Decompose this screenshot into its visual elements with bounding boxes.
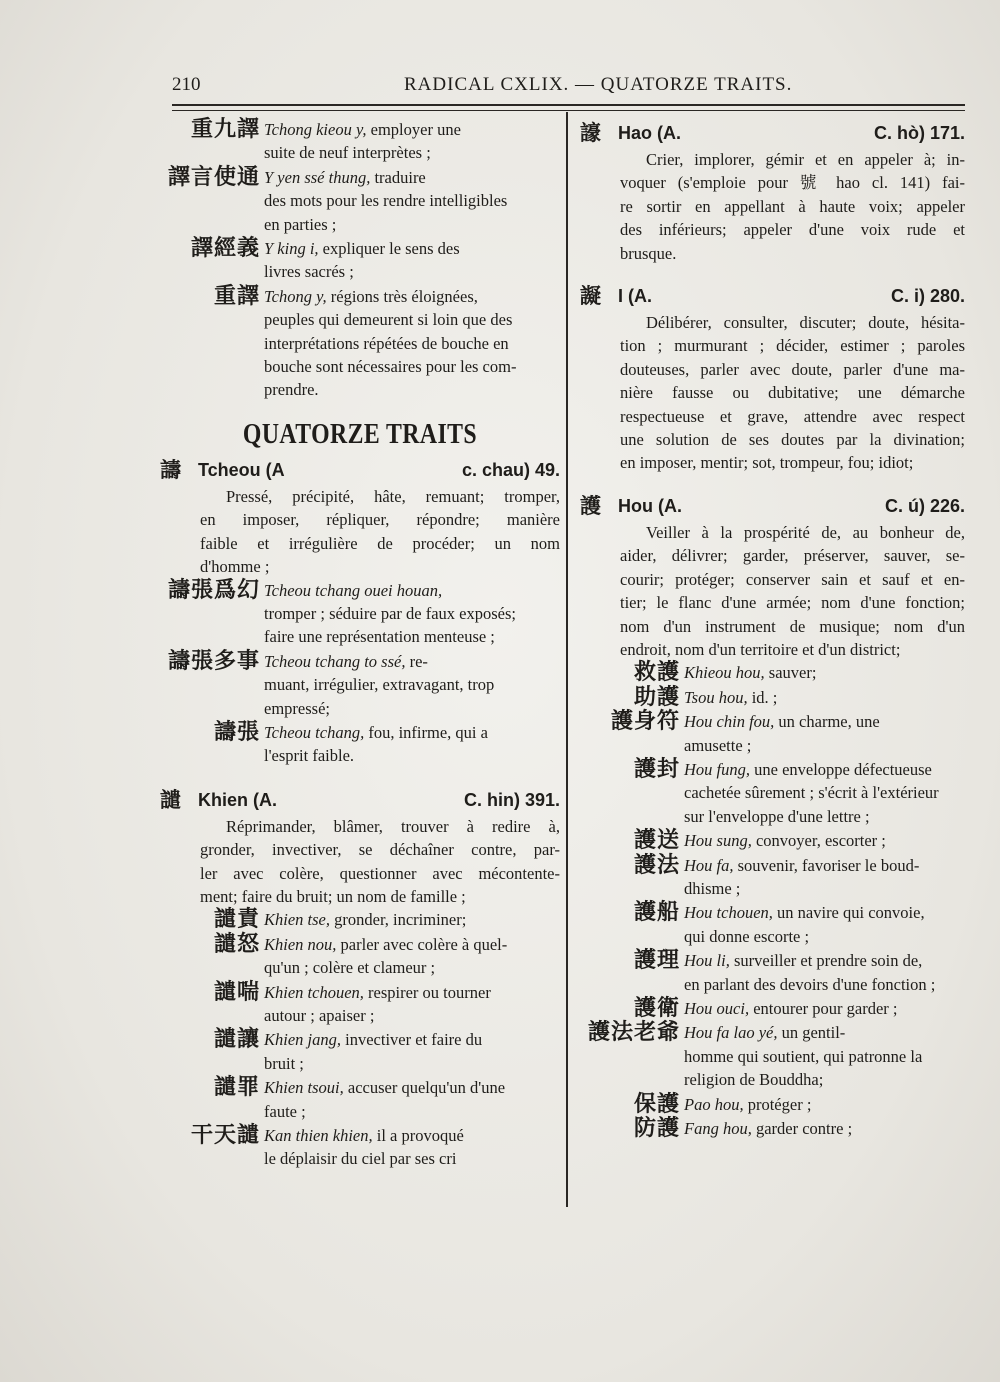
- gloss-line: fou, infirme, qui a: [364, 722, 488, 742]
- romanization: Tcheou tchang,: [264, 722, 365, 742]
- sub-entry-characters: 護法: [633, 852, 680, 878]
- romanization: Kan thien khien,: [264, 1126, 373, 1146]
- gloss-line: employer une: [366, 120, 461, 139]
- romanization: Khieou hou,: [684, 663, 765, 683]
- sub-entry: [580, 686, 965, 709]
- gloss-line: traduire: [370, 167, 426, 187]
- sub-entry: [160, 579, 560, 649]
- sub-entry-characters: 護封: [633, 756, 680, 782]
- romanization: Khien jang,: [264, 1030, 341, 1050]
- sub-entry-characters: 譴怒: [213, 931, 260, 957]
- definition-line: Délibérer, consulter, discuter; doute, hésita-: [646, 313, 965, 333]
- entry-definition: [580, 148, 965, 265]
- gloss-line: cachetée sûrement ; s'écrit à l'extérieur: [684, 783, 939, 803]
- entry-character: 譴: [160, 787, 181, 812]
- definition-line: re sortir en appellant à haute voix; appeler: [620, 196, 965, 216]
- sub-entry: [160, 1076, 560, 1123]
- gloss-line: bouche sont nécessaires pour les com-: [264, 357, 517, 377]
- sub-entry-characters: 譴讓: [213, 1027, 260, 1053]
- sub-entry-characters: 救護: [633, 660, 680, 686]
- sub-entry: [160, 1028, 560, 1075]
- gloss-line: en parties ;: [264, 214, 337, 234]
- entry-name: Khien (A.: [198, 789, 277, 810]
- sub-entry-characters: 譯經義: [190, 236, 260, 262]
- sub-entry-characters: 譸張爲幻: [167, 577, 260, 603]
- entry-character: 譺: [580, 284, 601, 309]
- sub-entry-characters: 護船: [633, 900, 680, 926]
- entry-code: c. chau) 49.: [461, 459, 560, 480]
- definition-line: une solution de ses doutes par la divination;: [620, 430, 965, 450]
- romanization: Tchong y,: [264, 286, 327, 306]
- gloss-line: un navire qui convoie,: [772, 903, 925, 923]
- gloss-line: muant, irrégulier, extravagant, trop: [264, 675, 495, 695]
- running-title: RADICAL CXLIX. — QUATORZE TRAITS.: [404, 74, 793, 95]
- sub-entry: [580, 661, 965, 684]
- gloss-line: invectiver et faire du: [341, 1030, 483, 1050]
- sub-entry: [160, 285, 560, 402]
- romanization: Hou li,: [684, 951, 730, 971]
- entry-name: Hao (A.: [618, 123, 681, 143]
- dictionary-entry: [580, 118, 965, 265]
- romanization: Hou fa,: [684, 855, 734, 875]
- gloss-line: gronder, incriminer;: [330, 910, 467, 930]
- entry-definition: [160, 815, 560, 909]
- entry-heading: [160, 455, 560, 485]
- sub-entry-characters: 助護: [633, 684, 680, 710]
- definition-line: Crier, implorer, gémir et en appeler à; in-: [646, 150, 965, 169]
- definition-line: brusque.: [620, 243, 677, 263]
- definition-line: nière fausse ou dubitative; une démarche: [620, 383, 965, 403]
- gloss-line: tromper ; séduire par de faux exposés;: [264, 603, 516, 623]
- sub-entry: [580, 758, 965, 828]
- definition-line: aider, délivrer; garder, préserver, sauver, se-: [620, 546, 965, 566]
- romanization: Pao hou,: [684, 1094, 744, 1114]
- gloss-line: garder contre ;: [751, 1119, 853, 1139]
- gloss-line: un gentil-: [777, 1023, 846, 1043]
- gloss-line: homme qui soutient, qui patronne la: [684, 1046, 923, 1066]
- entry-heading: [160, 785, 560, 815]
- romanization: Tcheou tchang ouei houan,: [264, 580, 443, 600]
- entry-code: C. hin) 391.: [463, 789, 560, 810]
- sub-entry-characters: 譴罪: [213, 1075, 260, 1101]
- gloss-line: empressé;: [264, 698, 330, 718]
- definition-line: des inférieurs; appeler d'une voix rude et: [620, 220, 965, 240]
- gloss-line: l'esprit faible.: [264, 746, 355, 766]
- sub-entry-characters: 重譯: [213, 283, 260, 309]
- gloss-line: autour ; apaiser ;: [264, 1006, 375, 1025]
- sub-entry: [160, 166, 560, 236]
- gloss-line: dhisme ;: [684, 878, 741, 898]
- sub-entry-characters: 重九譯: [190, 117, 260, 142]
- definition-line: respectueuse et grave, attendre avec respect: [620, 406, 965, 426]
- romanization: Hou tchouen,: [684, 903, 773, 923]
- sub-entry: [160, 721, 560, 768]
- gloss-line: religion de Bouddha;: [684, 1070, 824, 1090]
- sub-entry: [580, 1093, 965, 1116]
- gloss-line: re-: [405, 651, 428, 671]
- sub-entry: [580, 1117, 965, 1140]
- romanization: Hou ouci,: [684, 999, 750, 1018]
- entry-character: 譹: [580, 121, 601, 145]
- entry-definition: [580, 311, 965, 475]
- dictionary-entry: [580, 281, 965, 475]
- gloss-line: protéger ;: [743, 1094, 812, 1114]
- left-column: [160, 118, 560, 1172]
- romanization: Khien tse,: [264, 910, 330, 930]
- romanization: Hou chin fou,: [684, 712, 775, 732]
- entry-code: C. hò) 171.: [873, 123, 965, 143]
- entry-heading: [580, 118, 965, 148]
- entry-character: 護: [580, 493, 601, 518]
- sub-entry-characters: 譸張: [213, 719, 260, 745]
- sub-entry-characters: 譴責: [213, 907, 260, 933]
- romanization: Hou fa lao yé,: [684, 1023, 778, 1043]
- sub-entry: [580, 901, 965, 948]
- sub-entry: [580, 1021, 965, 1091]
- gloss-line: prendre.: [264, 380, 319, 400]
- definition-line: ler avec colère, questionner avec mécontente-: [200, 863, 560, 883]
- gloss-line: faire une représentation menteuse ;: [264, 627, 495, 647]
- definition-line: Veiller à la prospérité de, au bonheur de,: [646, 522, 965, 542]
- definition-line: tier; le flanc d'une armée; nom d'une fonction;: [620, 593, 965, 613]
- romanization: Tchong kieou y,: [264, 120, 367, 139]
- header-rule-thin: [172, 110, 965, 111]
- entry-gap: [580, 265, 965, 281]
- gloss-line: interprétations répétées de bouche en: [264, 333, 509, 353]
- gloss-line: peuples qui demeurent si loin que des: [264, 310, 513, 330]
- sub-entry: [580, 710, 965, 757]
- gloss-line: le déplaisir du ciel par ses cri: [264, 1149, 457, 1169]
- entry-gap: [160, 769, 560, 785]
- sub-entry: [580, 854, 965, 901]
- sub-entry-characters: 防護: [633, 1116, 680, 1142]
- definition-line: faible et irrégulière de procéder; un nom: [200, 533, 560, 553]
- gloss-line: convoyer, escorter ;: [751, 831, 886, 851]
- sub-entry-characters: 護送: [633, 828, 680, 854]
- entry-gap: [580, 475, 965, 491]
- gloss-line: sauver;: [764, 663, 817, 683]
- entry-code: C. ú) 226.: [884, 495, 965, 516]
- gloss-line: accuser quelqu'un d'une: [343, 1078, 506, 1098]
- gloss-line: qu'un ; colère et clameur ;: [264, 958, 436, 978]
- definition-line: tion ; murmurant ; décider, estimer ; paroles: [620, 336, 965, 356]
- sub-entry: [580, 997, 965, 1020]
- entry-code: C. i) 280.: [890, 286, 965, 307]
- definition-line: endroit, nom d'un territoire et d'un district;: [620, 639, 901, 659]
- sub-entry: [160, 908, 560, 931]
- sub-entry: [580, 949, 965, 996]
- header-rule: [172, 104, 965, 106]
- sub-entry-characters: 干天譴: [190, 1123, 260, 1149]
- definition-line: Réprimander, blâmer, trouver à redire à,: [226, 816, 560, 836]
- romanization: Khien nou,: [264, 934, 337, 954]
- romanization: Khien tchouen,: [264, 982, 364, 1002]
- entry-heading: [580, 281, 965, 311]
- sub-entry: [580, 829, 965, 852]
- sub-entry-characters: 護身符: [610, 709, 680, 735]
- romanization: Fang hou,: [684, 1119, 752, 1139]
- entry-definition: [160, 485, 560, 579]
- gloss-line: en parlant des devoirs d'une fonction ;: [684, 974, 936, 994]
- gloss-line: parler avec colère à quel-: [336, 934, 508, 954]
- page-header: [172, 70, 962, 106]
- gloss-line: un charme, une: [774, 712, 880, 732]
- romanization: Khien tsoui,: [264, 1078, 344, 1098]
- definition-line: en imposer, répliquer, répondre; manière: [200, 510, 560, 530]
- gloss-line: id. ;: [747, 687, 778, 707]
- sub-entry-characters: 保護: [633, 1091, 680, 1117]
- gloss-line: souvenir, favoriser le boud-: [733, 855, 920, 875]
- definition-line: douteuses, parler avec doute, parler d'une ma-: [620, 359, 965, 379]
- gloss-line: il a provoqué: [372, 1126, 464, 1146]
- romanization: Y king i,: [264, 239, 319, 259]
- definition-line: voquer (s'emploie pour 號 hao cl. 141) fai-: [620, 173, 965, 193]
- gloss-line: surveiller et prendre soin de,: [729, 951, 923, 971]
- section-title: QUATORZE TRAITS: [242, 417, 478, 450]
- page-number: 210: [172, 74, 201, 95]
- gloss-line: entourer pour garder ;: [749, 999, 898, 1018]
- sub-entry-characters: 譯言使通: [167, 164, 260, 190]
- sub-entry: [160, 1124, 560, 1171]
- definition-line: en imposer, mentir; sot, trompeur, fou; idiot;: [620, 453, 914, 473]
- gloss-line: des mots pour les rendre intelligibles: [264, 191, 508, 211]
- gloss-line: livres sacrés ;: [264, 262, 354, 282]
- romanization: Y yen ssé thung,: [264, 167, 371, 187]
- sub-entry: [160, 237, 560, 284]
- sub-entry-characters: 護理: [633, 948, 680, 974]
- entry-character: 譸: [160, 457, 181, 482]
- entry-name: Tcheou (A: [198, 459, 285, 480]
- sub-entry: [160, 933, 560, 980]
- sub-entry-characters: 護法老爺: [587, 1020, 680, 1046]
- gloss-line: respirer ou tourner: [363, 982, 491, 1002]
- definition-line: ment; faire du bruit; un nom de famille ;: [200, 886, 466, 906]
- dictionary-entry: [160, 455, 560, 768]
- gloss-line: régions très éloignées,: [326, 286, 478, 306]
- gloss-line: suite de neuf interprètes ;: [264, 143, 431, 163]
- sub-entry: [160, 650, 560, 720]
- sub-entry-characters: 護衛: [633, 996, 680, 1021]
- entry-name: Hou (A.: [618, 495, 682, 516]
- definition-line: courir; protéger; conserver sain et sauf et en-: [620, 569, 965, 589]
- definition-line: gronder, invectiver, se déchaîner contre, par-: [200, 840, 560, 860]
- entry-name: I (A.: [618, 286, 652, 307]
- gloss-line: sur l'enveloppe d'une lettre ;: [684, 806, 870, 826]
- romanization: Tcheou tchang to ssé,: [264, 651, 406, 671]
- entry-definition: [580, 521, 965, 661]
- sub-entry: [160, 981, 560, 1028]
- gloss-line: bruit ;: [264, 1053, 304, 1073]
- right-column: [580, 118, 965, 1141]
- definition-line: nom d'un instrument de musique; nom d'un: [620, 616, 965, 636]
- romanization: Hou fung,: [684, 759, 750, 779]
- dictionary-entry: [160, 785, 560, 1171]
- gloss-line: expliquer le sens des: [318, 239, 460, 259]
- romanization: Hou sung,: [684, 831, 752, 851]
- sub-entry-characters: 譴喘: [213, 979, 260, 1005]
- sub-entry: [160, 118, 560, 165]
- romanization: Tsou hou,: [684, 687, 748, 707]
- sub-entry-characters: 譸張多事: [167, 648, 260, 674]
- entry-heading: [580, 491, 965, 521]
- gloss-line: qui donne escorte ;: [684, 926, 810, 946]
- gloss-line: une enveloppe défectueuse: [750, 759, 932, 779]
- column-divider: [566, 112, 568, 1207]
- dictionary-entry: [580, 491, 965, 1141]
- definition-line: Pressé, précipité, hâte, remuant; tromper,: [226, 486, 560, 506]
- definition-line: d'homme ;: [200, 557, 270, 577]
- gloss-line: faute ;: [264, 1101, 306, 1121]
- gloss-line: amusette ;: [684, 735, 752, 755]
